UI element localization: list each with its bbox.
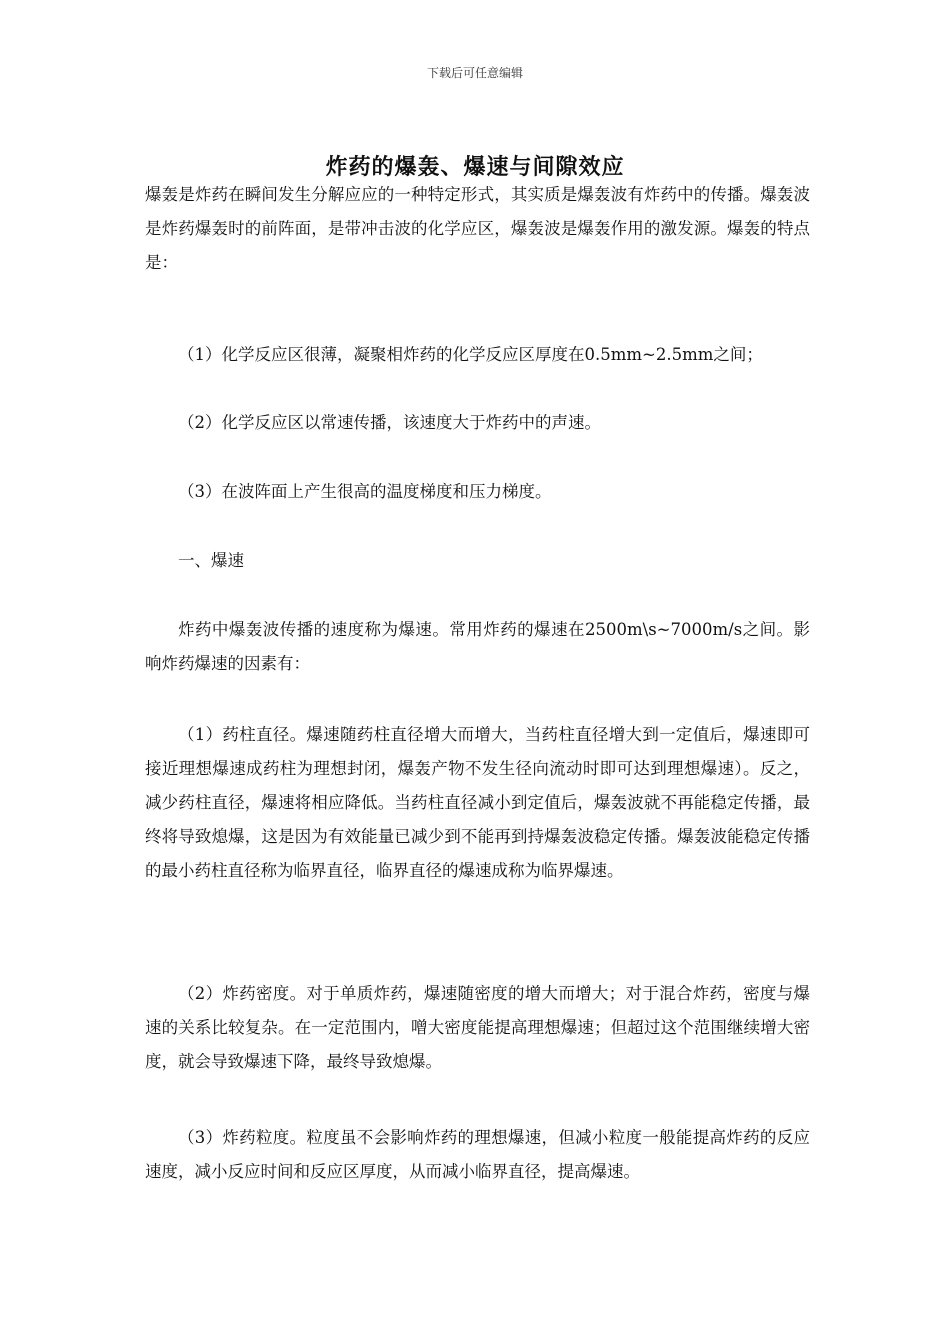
factor-paragraph-diameter: （1）药柱直径。爆速随药柱直径增大而增大，当药柱直径增大到一定值后，爆速即可接近理想爆速成药柱为理想封闭，爆轰产物不发生径向流动时即可达到理想爆速）。反之，减少药柱直径，爆速将相应降低。当药柱直径减小到定值后，爆轰波就不再能稳定传播，最终将导致熄爆，这是因为有效能量已减少到不能再到持爆轰波稳定传播。爆轰波能稳定传播的最小药柱直径称为临界直径，临界直径的爆速成称为临界爆速。 — [145, 725, 810, 880]
document-title: 炸药的爆轰、爆速与间隙效应 — [325, 154, 625, 180]
section-heading: 一、爆速 — [178, 551, 244, 570]
factor-paragraph-density: （2）炸药密度。对于单质炸药，爆速随密度的增大而增大；对于混合炸药，密度与爆速的关系比较复杂。在一定范围内，噌大密度能提高理想爆速；但超过这个范围继续增大密度，就会导致爆速下降，最终导致熄爆。 — [145, 984, 810, 1071]
feature-item-2: （2）化学反应区以常速传播，该速度大于炸药中的声速。 — [178, 413, 601, 432]
factor-paragraph-granularity: （3）炸药粒度。粒度虽不会影响炸药的理想爆速，但减小粒度一般能提高炸药的反应速度，减小反应时间和反应区厚度，从而减小临界直径，提高爆速。 — [145, 1128, 810, 1181]
definition-paragraph: 炸药中爆轰波传播的速度称为爆速。常用炸药的爆速在2500m\s~7000m/s之间。影响炸药爆速的因素有： — [145, 620, 810, 673]
feature-item-3: （3）在波阵面上产生很高的温度梯度和压力梯度。 — [178, 482, 552, 501]
page-header: 下载后可任意编辑 — [426, 66, 523, 80]
feature-item-1: （1）化学反应区很薄，凝聚相炸药的化学反应区厚度在0.5mm~2.5mm之间； — [178, 345, 763, 364]
intro-paragraph: 爆轰是炸药在瞬间发生分解应应的一种特定形式，其实质是爆轰波有炸药中的传播。爆轰波是炸药爆轰时的前阵面，是带冲击波的化学应区，爆轰波是爆轰作用的激发源。爆轰的特点是： — [145, 185, 810, 272]
